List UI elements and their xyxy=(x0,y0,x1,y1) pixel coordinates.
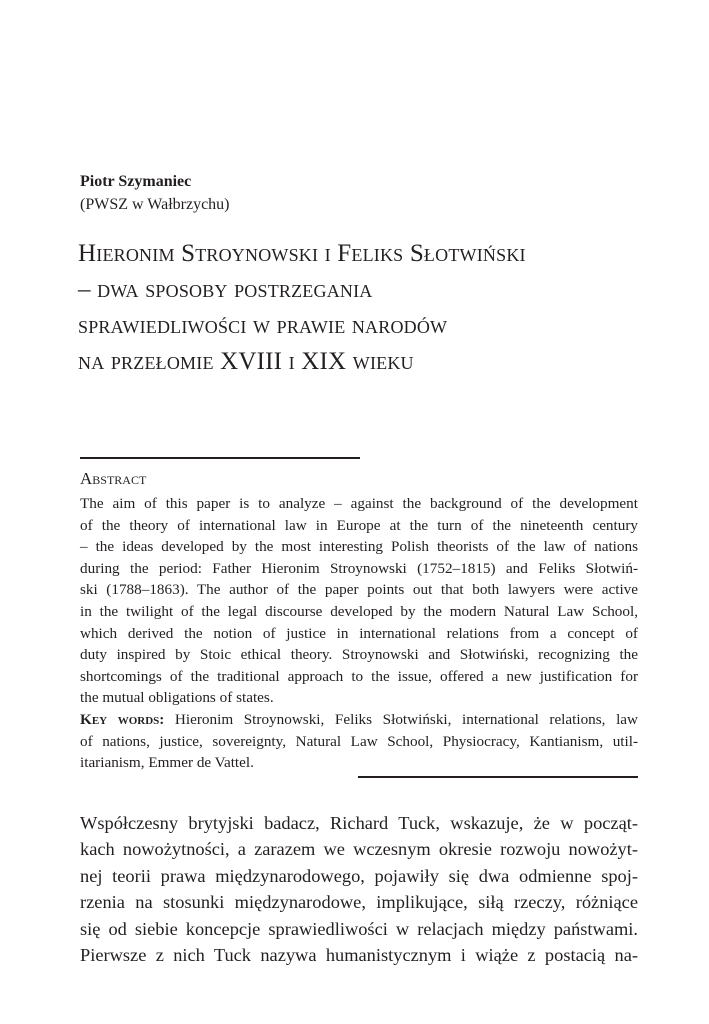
abstract-line: which derived the notion of justice in international relations from a concept of xyxy=(80,624,638,642)
keywords-label: Key words: xyxy=(80,710,165,728)
abstract-line: of the theory of international law in Europe at the turn of the nineteenth century xyxy=(80,516,638,534)
abstract-line: – the ideas developed by the most interesting Polish theorists of the law of nations xyxy=(80,538,638,556)
body-line: kach nowożytności, a zarazem we wczesnym okresie rozwoju nowożyt- xyxy=(80,839,638,860)
body-line: nej teorii prawa międzynarodowego, pojawiły się dwa odmienne spoj- xyxy=(80,865,638,886)
abstract-line: in the twilight of the legal discourse developed by the modern Natural Law School, xyxy=(80,602,638,620)
abstract-top-rule xyxy=(80,457,360,459)
abstract-line: during the period: Father Hieronim Stroynowski (1752–1815) and Feliks Słotwiń- xyxy=(80,559,638,577)
abstract-line: the mutual obligations of states. xyxy=(80,689,274,707)
paper-title xyxy=(78,236,658,380)
body-line: rzenia na stosunki międzynarodowe, implikujące, siłą rzeczy, różniące xyxy=(80,892,638,913)
author-affiliation: (PWSZ w Wałbrzychu) xyxy=(80,196,230,213)
body-line: Współczesny brytyjski badacz, Richard Tuck, wskazuje, że w począt- xyxy=(80,813,638,833)
title-line: na przełomie XVIII i XIX wieku xyxy=(78,348,414,375)
abstract-line: duty inspired by Stoic ethical theory. Stroynowski and Słotwiński, recognizing the xyxy=(80,646,638,664)
abstract-line: ski (1788–1863). The author of the paper points out that both lawyers were active xyxy=(80,581,638,599)
title-line: Hieronim Stroynowski i Feliks Słotwiński xyxy=(78,240,526,267)
keywords-line: itarianism, Emmer de Vattel. xyxy=(80,754,254,772)
abstract-bottom-rule xyxy=(358,776,638,778)
title-line: – dwa sposoby postrzegania xyxy=(78,276,373,303)
body-line: się od siebie koncepcje sprawiedliwości w relacjach między państwami. xyxy=(80,918,638,939)
abstract-line: The aim of this paper is to analyze – against the background of the development xyxy=(80,495,638,512)
keywords-line xyxy=(80,709,638,731)
author-name: Piotr Szymaniec xyxy=(80,173,192,190)
keywords-line: of nations, justice, sovereignty, Natural Law School, Physiocracy, Kantianism, util- xyxy=(80,732,638,750)
title-line: sprawiedliwości w prawie narodów xyxy=(78,312,448,339)
keywords-text: Hieronim Stroynowski, Feliks Słotwiński, international relations, law xyxy=(164,710,639,728)
body-line: Pierwsze z nich Tuck nazywa humanistycznym i wiąże z postacią na- xyxy=(80,945,638,966)
body-paragraph xyxy=(80,810,638,968)
abstract-text xyxy=(80,493,638,774)
abstract-line: shortcomings of the traditional approach to the issue, offered a new justification for xyxy=(80,667,638,685)
abstract-heading: Abstract xyxy=(80,469,147,488)
